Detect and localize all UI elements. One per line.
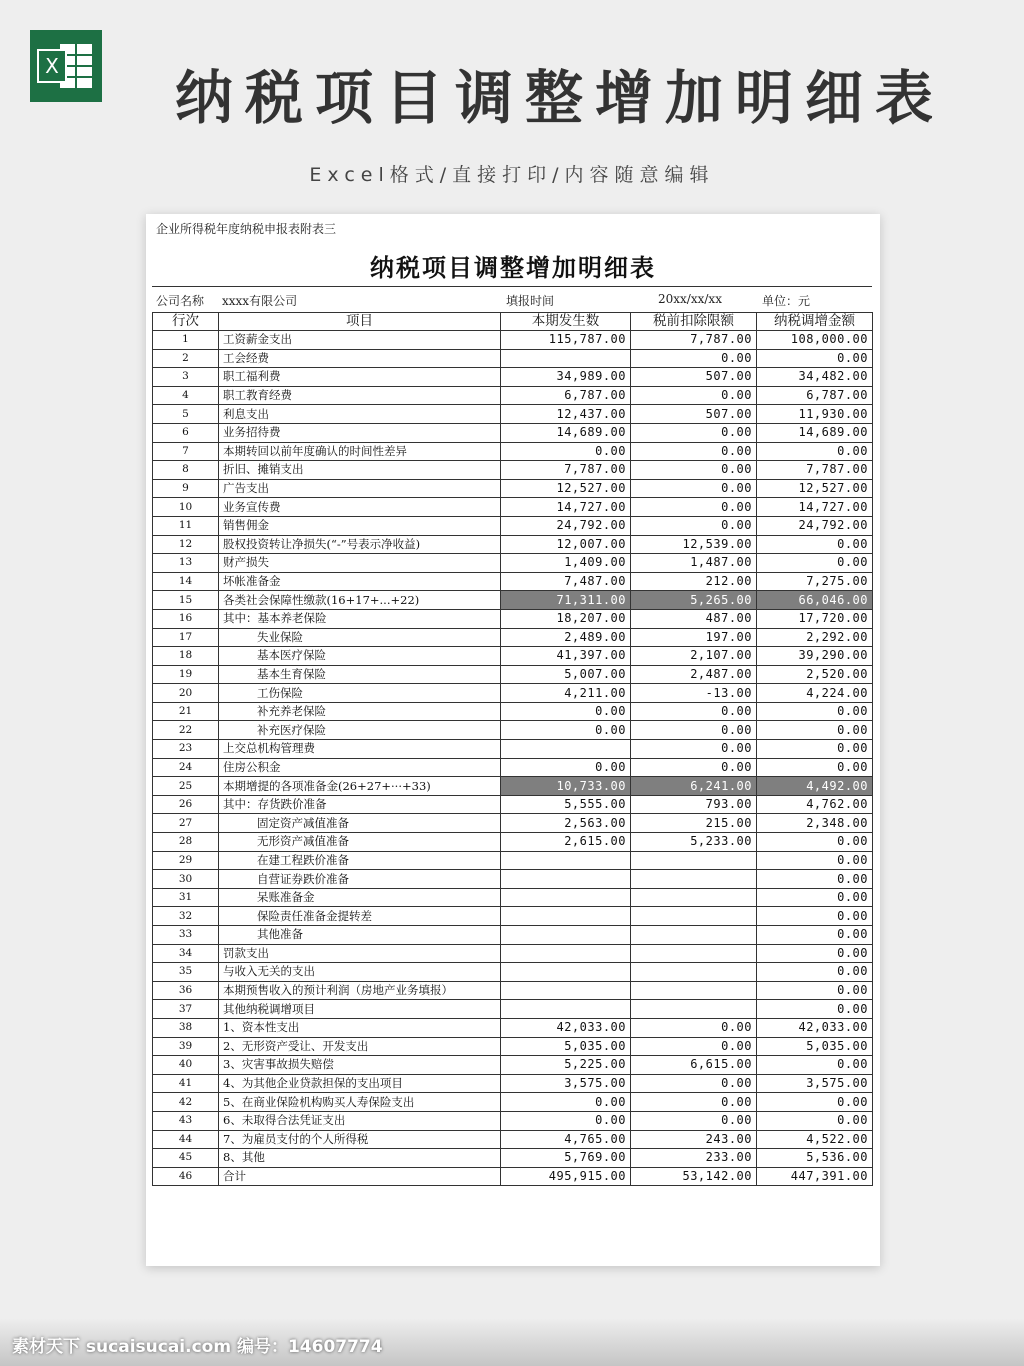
table-row bbox=[153, 1056, 873, 1075]
row-item[interactable]: 3、灾害事故损失赔偿 bbox=[219, 1056, 501, 1075]
table-row bbox=[153, 851, 873, 870]
row-number[interactable]: 15 bbox=[153, 591, 219, 610]
cell-deduction-limit[interactable]: 2,487.00 bbox=[631, 665, 757, 684]
table-row bbox=[153, 981, 873, 1000]
cell-adjust-amount[interactable]: 0.00 bbox=[757, 442, 873, 461]
cell-current-amount[interactable]: 5,555.00 bbox=[501, 795, 631, 814]
row-number[interactable]: 29 bbox=[153, 851, 219, 870]
row-item[interactable]: 无形资产减值准备 bbox=[219, 833, 501, 852]
row-number[interactable]: 12 bbox=[153, 535, 219, 554]
row-number[interactable]: 41 bbox=[153, 1074, 219, 1093]
meta-row bbox=[152, 286, 872, 311]
cell-deduction-limit[interactable]: 243.00 bbox=[631, 1130, 757, 1149]
cell-current-amount[interactable]: 4,211.00 bbox=[501, 684, 631, 703]
company-value[interactable]: xxxx有限公司 bbox=[222, 294, 298, 308]
row-item[interactable]: 本期转回以前年度确认的时间性差异 bbox=[219, 442, 501, 461]
row-number[interactable]: 38 bbox=[153, 1018, 219, 1037]
cell-adjust-amount[interactable]: 108,000.00 bbox=[757, 331, 873, 350]
cell-current-amount[interactable]: 12,007.00 bbox=[501, 535, 631, 554]
table-row bbox=[153, 1130, 873, 1149]
cell-current-amount[interactable]: 12,437.00 bbox=[501, 405, 631, 424]
table-row bbox=[153, 665, 873, 684]
cell-adjust-amount[interactable]: 0.00 bbox=[757, 1093, 873, 1112]
row-item[interactable]: 工伤保险 bbox=[219, 684, 501, 703]
tax-adjustment-table bbox=[152, 312, 873, 1186]
cell-adjust-amount[interactable]: 0.00 bbox=[757, 1000, 873, 1019]
cell-adjust-amount[interactable]: 0.00 bbox=[757, 535, 873, 554]
cell-deduction-limit[interactable]: 1,487.00 bbox=[631, 554, 757, 573]
table-row bbox=[153, 591, 873, 610]
sheet-title: 纳税项目调整增加明细表 bbox=[370, 253, 656, 282]
cell-current-amount[interactable]: 24,792.00 bbox=[501, 516, 631, 535]
cell-adjust-amount[interactable]: 17,720.00 bbox=[757, 609, 873, 628]
header-row-no: 行次 bbox=[153, 313, 219, 331]
cell-current-amount[interactable]: 495,915.00 bbox=[501, 1167, 631, 1186]
watermark bbox=[0, 1318, 1024, 1366]
cell-deduction-limit[interactable]: -13.00 bbox=[631, 684, 757, 703]
cell-current-amount[interactable]: 2,615.00 bbox=[501, 833, 631, 852]
cell-current-amount[interactable]: 41,397.00 bbox=[501, 647, 631, 666]
row-number[interactable]: 5 bbox=[153, 405, 219, 424]
row-item[interactable]: 其中：基本养老保险 bbox=[219, 609, 501, 628]
cell-adjust-amount[interactable]: 5,035.00 bbox=[757, 1037, 873, 1056]
row-item[interactable]: 基本医疗保险 bbox=[219, 647, 501, 666]
date-value[interactable]: 20xx/xx/xx bbox=[658, 292, 722, 306]
table-row bbox=[153, 926, 873, 945]
cell-current-amount[interactable]: 0.00 bbox=[501, 702, 631, 721]
table-row bbox=[153, 814, 873, 833]
table-row bbox=[153, 423, 873, 442]
row-item[interactable]: 合计 bbox=[219, 1167, 501, 1186]
cell-adjust-amount[interactable]: 2,348.00 bbox=[757, 814, 873, 833]
cell-adjust-amount[interactable]: 11,930.00 bbox=[757, 405, 873, 424]
table-row bbox=[153, 1093, 873, 1112]
table-row bbox=[153, 349, 873, 368]
cell-adjust-amount[interactable]: 39,290.00 bbox=[757, 647, 873, 666]
table-row bbox=[153, 1000, 873, 1019]
row-number[interactable]: 13 bbox=[153, 554, 219, 573]
cell-current-amount[interactable]: 12,527.00 bbox=[501, 479, 631, 498]
cell-adjust-amount[interactable]: 0.00 bbox=[757, 1056, 873, 1075]
table-row bbox=[153, 442, 873, 461]
cell-deduction-limit[interactable] bbox=[631, 888, 757, 907]
date-label: 填报时间 bbox=[506, 294, 555, 308]
row-number[interactable]: 45 bbox=[153, 1149, 219, 1168]
cell-deduction-limit[interactable]: 212.00 bbox=[631, 572, 757, 591]
table-row bbox=[153, 368, 873, 387]
cell-deduction-limit[interactable] bbox=[631, 851, 757, 870]
row-item[interactable]: 呆账准备金 bbox=[219, 888, 501, 907]
cell-adjust-amount[interactable]: 0.00 bbox=[757, 1111, 873, 1130]
row-number[interactable]: 46 bbox=[153, 1167, 219, 1186]
row-item[interactable]: 2、无形资产受让、开发支出 bbox=[219, 1037, 501, 1056]
row-item[interactable]: 5、在商业保险机构购买人寿保险支出 bbox=[219, 1093, 501, 1112]
table-row bbox=[153, 1149, 873, 1168]
row-number[interactable]: 11 bbox=[153, 516, 219, 535]
table-row bbox=[153, 944, 873, 963]
row-item[interactable]: 职工福利费 bbox=[219, 368, 501, 387]
cell-deduction-limit[interactable] bbox=[631, 944, 757, 963]
cell-current-amount[interactable]: 4,765.00 bbox=[501, 1130, 631, 1149]
cell-adjust-amount[interactable]: 14,727.00 bbox=[757, 498, 873, 517]
row-number[interactable]: 14 bbox=[153, 572, 219, 591]
cell-adjust-amount[interactable]: 66,046.00 bbox=[757, 591, 873, 610]
cell-current-amount[interactable] bbox=[501, 740, 631, 759]
row-number[interactable]: 30 bbox=[153, 870, 219, 889]
row-item[interactable]: 8、其他 bbox=[219, 1149, 501, 1168]
row-item[interactable]: 7、为雇员支付的个人所得税 bbox=[219, 1130, 501, 1149]
row-number[interactable]: 27 bbox=[153, 814, 219, 833]
cell-current-amount[interactable] bbox=[501, 888, 631, 907]
cell-deduction-limit[interactable]: 0.00 bbox=[631, 740, 757, 759]
table-header-row bbox=[153, 313, 873, 331]
row-item[interactable]: 补充医疗保险 bbox=[219, 721, 501, 740]
cell-deduction-limit[interactable]: 0.00 bbox=[631, 349, 757, 368]
row-number[interactable]: 31 bbox=[153, 888, 219, 907]
cell-current-amount[interactable]: 2,563.00 bbox=[501, 814, 631, 833]
table-row bbox=[153, 758, 873, 777]
cell-adjust-amount[interactable]: 447,391.00 bbox=[757, 1167, 873, 1186]
unit-label: 单位：元 bbox=[762, 294, 811, 308]
excel-icon bbox=[30, 30, 102, 102]
cell-current-amount[interactable]: 71,311.00 bbox=[501, 591, 631, 610]
cell-deduction-limit[interactable]: 6,615.00 bbox=[631, 1056, 757, 1075]
cell-deduction-limit[interactable]: 0.00 bbox=[631, 1074, 757, 1093]
cell-adjust-amount[interactable]: 7,787.00 bbox=[757, 461, 873, 480]
row-item[interactable]: 坏帐准备金 bbox=[219, 572, 501, 591]
row-number[interactable]: 34 bbox=[153, 944, 219, 963]
row-number[interactable]: 1 bbox=[153, 331, 219, 350]
company-label: 公司名称 bbox=[156, 294, 205, 308]
table-row bbox=[153, 331, 873, 350]
header-item: 项目 bbox=[219, 313, 501, 331]
table-row bbox=[153, 386, 873, 405]
cell-current-amount[interactable]: 18,207.00 bbox=[501, 609, 631, 628]
cell-deduction-limit[interactable]: 0.00 bbox=[631, 721, 757, 740]
cell-deduction-limit[interactable]: 7,787.00 bbox=[631, 331, 757, 350]
table-row bbox=[153, 1167, 873, 1186]
cell-current-amount[interactable]: 0.00 bbox=[501, 1093, 631, 1112]
row-item[interactable]: 自营证券跌价准备 bbox=[219, 870, 501, 889]
row-item[interactable]: 各类社会保障性缴款(16+17+...+22) bbox=[219, 591, 501, 610]
row-item[interactable]: 与收入无关的支出 bbox=[219, 963, 501, 982]
table-row bbox=[153, 647, 873, 666]
cell-current-amount[interactable] bbox=[501, 981, 631, 1000]
table-row bbox=[153, 888, 873, 907]
cell-deduction-limit[interactable]: 0.00 bbox=[631, 758, 757, 777]
cell-current-amount[interactable]: 0.00 bbox=[501, 758, 631, 777]
table-row bbox=[153, 554, 873, 573]
sheet-caption: 企业所得税年度纳税申报表附表三 bbox=[156, 222, 337, 236]
row-number[interactable]: 19 bbox=[153, 665, 219, 684]
row-item[interactable]: 本期增提的各项准备金(26+27+···+33) bbox=[219, 777, 501, 796]
cell-deduction-limit[interactable]: 0.00 bbox=[631, 461, 757, 480]
cell-adjust-amount[interactable]: 14,689.00 bbox=[757, 423, 873, 442]
cell-adjust-amount[interactable]: 0.00 bbox=[757, 740, 873, 759]
row-item[interactable]: 财产损失 bbox=[219, 554, 501, 573]
cell-deduction-limit[interactable]: 0.00 bbox=[631, 1093, 757, 1112]
cell-deduction-limit[interactable]: 507.00 bbox=[631, 368, 757, 387]
table-row bbox=[153, 498, 873, 517]
row-number[interactable]: 40 bbox=[153, 1056, 219, 1075]
header-adjust-amount: 纳税调增金额 bbox=[757, 313, 873, 331]
table-row bbox=[153, 535, 873, 554]
row-number[interactable]: 36 bbox=[153, 981, 219, 1000]
row-item[interactable]: 其中：存货跌价准备 bbox=[219, 795, 501, 814]
row-item[interactable]: 在建工程跌价准备 bbox=[219, 851, 501, 870]
cell-adjust-amount[interactable]: 12,527.00 bbox=[757, 479, 873, 498]
row-number[interactable]: 8 bbox=[153, 461, 219, 480]
row-item[interactable]: 业务招待费 bbox=[219, 423, 501, 442]
cell-deduction-limit[interactable]: 0.00 bbox=[631, 702, 757, 721]
table-row bbox=[153, 740, 873, 759]
row-number[interactable]: 32 bbox=[153, 907, 219, 926]
row-item[interactable]: 保险责任准备金提转差 bbox=[219, 907, 501, 926]
cell-deduction-limit[interactable]: 0.00 bbox=[631, 498, 757, 517]
cell-current-amount[interactable]: 0.00 bbox=[501, 721, 631, 740]
table-row bbox=[153, 721, 873, 740]
row-number[interactable]: 25 bbox=[153, 777, 219, 796]
row-number[interactable]: 42 bbox=[153, 1093, 219, 1112]
cell-deduction-limit[interactable]: 0.00 bbox=[631, 479, 757, 498]
cell-adjust-amount[interactable]: 7,275.00 bbox=[757, 572, 873, 591]
cell-current-amount[interactable]: 7,787.00 bbox=[501, 461, 631, 480]
cell-current-amount[interactable] bbox=[501, 944, 631, 963]
row-item[interactable]: 基本生育保险 bbox=[219, 665, 501, 684]
cell-current-amount[interactable]: 14,727.00 bbox=[501, 498, 631, 517]
row-number[interactable]: 20 bbox=[153, 684, 219, 703]
header-deduction-limit: 税前扣除限额 bbox=[631, 313, 757, 331]
cell-deduction-limit[interactable]: 6,241.00 bbox=[631, 777, 757, 796]
cell-adjust-amount[interactable]: 0.00 bbox=[757, 907, 873, 926]
table-row bbox=[153, 1018, 873, 1037]
cell-deduction-limit[interactable]: 53,142.00 bbox=[631, 1167, 757, 1186]
cell-deduction-limit[interactable] bbox=[631, 907, 757, 926]
cell-adjust-amount[interactable]: 4,522.00 bbox=[757, 1130, 873, 1149]
cell-deduction-limit[interactable]: 5,265.00 bbox=[631, 591, 757, 610]
row-item[interactable]: 罚款支出 bbox=[219, 944, 501, 963]
cell-adjust-amount[interactable]: 6,787.00 bbox=[757, 386, 873, 405]
svg-text:X: X bbox=[45, 54, 59, 78]
cell-deduction-limit[interactable]: 507.00 bbox=[631, 405, 757, 424]
cell-deduction-limit[interactable]: 12,539.00 bbox=[631, 535, 757, 554]
cell-current-amount[interactable] bbox=[501, 926, 631, 945]
cell-current-amount[interactable]: 3,575.00 bbox=[501, 1074, 631, 1093]
table-row bbox=[153, 963, 873, 982]
row-item[interactable]: 其他纳税调增项目 bbox=[219, 1000, 501, 1019]
row-number[interactable]: 18 bbox=[153, 647, 219, 666]
table-row bbox=[153, 628, 873, 647]
cell-deduction-limit[interactable]: 0.00 bbox=[631, 442, 757, 461]
row-item[interactable]: 固定资产减值准备 bbox=[219, 814, 501, 833]
cell-current-amount[interactable] bbox=[501, 870, 631, 889]
cell-current-amount[interactable]: 34,989.00 bbox=[501, 368, 631, 387]
table-row bbox=[153, 870, 873, 889]
row-number[interactable]: 23 bbox=[153, 740, 219, 759]
row-item[interactable]: 利息支出 bbox=[219, 405, 501, 424]
row-number[interactable]: 7 bbox=[153, 442, 219, 461]
cell-current-amount[interactable] bbox=[501, 851, 631, 870]
cell-adjust-amount[interactable]: 0.00 bbox=[757, 833, 873, 852]
row-number[interactable]: 3 bbox=[153, 368, 219, 387]
cell-current-amount[interactable]: 5,769.00 bbox=[501, 1149, 631, 1168]
cell-deduction-limit[interactable]: 0.00 bbox=[631, 1111, 757, 1130]
row-number[interactable]: 22 bbox=[153, 721, 219, 740]
cell-current-amount[interactable]: 42,033.00 bbox=[501, 1018, 631, 1037]
cell-deduction-limit[interactable]: 2,107.00 bbox=[631, 647, 757, 666]
cell-deduction-limit[interactable]: 0.00 bbox=[631, 386, 757, 405]
cell-current-amount[interactable]: 5,035.00 bbox=[501, 1037, 631, 1056]
row-item[interactable]: 销售佣金 bbox=[219, 516, 501, 535]
row-number[interactable]: 39 bbox=[153, 1037, 219, 1056]
row-item[interactable]: 补充养老保险 bbox=[219, 702, 501, 721]
row-item[interactable]: 折旧、摊销支出 bbox=[219, 461, 501, 480]
row-number[interactable]: 16 bbox=[153, 609, 219, 628]
cell-current-amount[interactable] bbox=[501, 907, 631, 926]
table-row bbox=[153, 609, 873, 628]
row-number[interactable]: 6 bbox=[153, 423, 219, 442]
cell-adjust-amount[interactable]: 34,482.00 bbox=[757, 368, 873, 387]
cell-adjust-amount[interactable]: 0.00 bbox=[757, 963, 873, 982]
row-item[interactable]: 广告支出 bbox=[219, 479, 501, 498]
page-title: 纳税项目调整增加明细表 bbox=[174, 64, 945, 132]
row-number[interactable]: 37 bbox=[153, 1000, 219, 1019]
table-row bbox=[153, 907, 873, 926]
row-item[interactable]: 股权投资转让净损失(“-”号表示净收益) bbox=[219, 535, 501, 554]
table-row bbox=[153, 461, 873, 480]
row-number[interactable]: 28 bbox=[153, 833, 219, 852]
row-number[interactable]: 43 bbox=[153, 1111, 219, 1130]
cell-current-amount[interactable]: 5,225.00 bbox=[501, 1056, 631, 1075]
cell-current-amount[interactable]: 6,787.00 bbox=[501, 386, 631, 405]
cell-current-amount[interactable]: 5,007.00 bbox=[501, 665, 631, 684]
row-item[interactable]: 6、未取得合法凭证支出 bbox=[219, 1111, 501, 1130]
cell-adjust-amount[interactable]: 4,492.00 bbox=[757, 777, 873, 796]
cell-current-amount[interactable]: 0.00 bbox=[501, 442, 631, 461]
row-number[interactable]: 26 bbox=[153, 795, 219, 814]
cell-current-amount[interactable]: 7,487.00 bbox=[501, 572, 631, 591]
table-row bbox=[153, 702, 873, 721]
cell-adjust-amount[interactable]: 3,575.00 bbox=[757, 1074, 873, 1093]
cell-deduction-limit[interactable] bbox=[631, 926, 757, 945]
cell-adjust-amount[interactable]: 0.00 bbox=[757, 851, 873, 870]
table-row bbox=[153, 405, 873, 424]
row-item[interactable]: 职工教育经费 bbox=[219, 386, 501, 405]
cell-deduction-limit[interactable]: 0.00 bbox=[631, 1018, 757, 1037]
cell-adjust-amount[interactable]: 0.00 bbox=[757, 554, 873, 573]
cell-deduction-limit[interactable]: 793.00 bbox=[631, 795, 757, 814]
cell-deduction-limit[interactable]: 487.00 bbox=[631, 609, 757, 628]
row-number[interactable]: 33 bbox=[153, 926, 219, 945]
row-item[interactable]: 上交总机构管理费 bbox=[219, 740, 501, 759]
cell-deduction-limit[interactable]: 0.00 bbox=[631, 423, 757, 442]
row-number[interactable]: 2 bbox=[153, 349, 219, 368]
cell-current-amount[interactable]: 2,489.00 bbox=[501, 628, 631, 647]
cell-adjust-amount[interactable]: 24,792.00 bbox=[757, 516, 873, 535]
cell-adjust-amount[interactable]: 0.00 bbox=[757, 721, 873, 740]
table-row bbox=[153, 572, 873, 591]
cell-current-amount[interactable] bbox=[501, 349, 631, 368]
row-item[interactable]: 业务宣传费 bbox=[219, 498, 501, 517]
table-row bbox=[153, 833, 873, 852]
cell-adjust-amount[interactable]: 0.00 bbox=[757, 349, 873, 368]
row-number[interactable]: 35 bbox=[153, 963, 219, 982]
spreadsheet-sheet bbox=[146, 214, 880, 1266]
table-row bbox=[153, 479, 873, 498]
cell-current-amount[interactable]: 0.00 bbox=[501, 1111, 631, 1130]
page-subtitle: Excel格式/直接打印/内容随意编辑 bbox=[309, 164, 715, 186]
cell-adjust-amount[interactable]: 42,033.00 bbox=[757, 1018, 873, 1037]
row-number[interactable]: 10 bbox=[153, 498, 219, 517]
row-item[interactable]: 1、资本性支出 bbox=[219, 1018, 501, 1037]
cell-current-amount[interactable]: 10,733.00 bbox=[501, 777, 631, 796]
table-row bbox=[153, 1111, 873, 1130]
watermark-text: 素材天下 sucaisucai.com 编号：14607774 bbox=[12, 1337, 383, 1357]
cell-deduction-limit[interactable]: 5,233.00 bbox=[631, 833, 757, 852]
row-item[interactable]: 住房公积金 bbox=[219, 758, 501, 777]
table-row bbox=[153, 516, 873, 535]
header-current-amount: 本期发生数 bbox=[501, 313, 631, 331]
row-number[interactable]: 9 bbox=[153, 479, 219, 498]
row-number[interactable]: 17 bbox=[153, 628, 219, 647]
cell-adjust-amount[interactable]: 5,536.00 bbox=[757, 1149, 873, 1168]
cell-deduction-limit[interactable]: 233.00 bbox=[631, 1149, 757, 1168]
cell-adjust-amount[interactable]: 0.00 bbox=[757, 888, 873, 907]
row-number[interactable]: 21 bbox=[153, 702, 219, 721]
table-row bbox=[153, 777, 873, 796]
table-row bbox=[153, 795, 873, 814]
cell-adjust-amount[interactable]: 2,520.00 bbox=[757, 665, 873, 684]
row-number[interactable]: 4 bbox=[153, 386, 219, 405]
cell-deduction-limit[interactable]: 215.00 bbox=[631, 814, 757, 833]
row-number[interactable]: 44 bbox=[153, 1130, 219, 1149]
cell-current-amount[interactable]: 115,787.00 bbox=[501, 331, 631, 350]
cell-current-amount[interactable]: 1,409.00 bbox=[501, 554, 631, 573]
row-item[interactable]: 本期预售收入的预计利润（房地产业务填报） bbox=[219, 981, 501, 1000]
cell-deduction-limit[interactable] bbox=[631, 1000, 757, 1019]
row-item[interactable]: 4、为其他企业贷款担保的支出项目 bbox=[219, 1074, 501, 1093]
cell-current-amount[interactable] bbox=[501, 963, 631, 982]
cell-adjust-amount[interactable]: 0.00 bbox=[757, 944, 873, 963]
row-number[interactable]: 24 bbox=[153, 758, 219, 777]
row-item[interactable]: 工会经费 bbox=[219, 349, 501, 368]
table-row bbox=[153, 684, 873, 703]
cell-deduction-limit[interactable] bbox=[631, 963, 757, 982]
cell-current-amount[interactable]: 14,689.00 bbox=[501, 423, 631, 442]
cell-deduction-limit[interactable] bbox=[631, 981, 757, 1000]
cell-adjust-amount[interactable]: 0.00 bbox=[757, 981, 873, 1000]
cell-deduction-limit[interactable]: 0.00 bbox=[631, 1037, 757, 1056]
cell-deduction-limit[interactable] bbox=[631, 870, 757, 889]
table-row bbox=[153, 1074, 873, 1093]
cell-adjust-amount[interactable]: 4,224.00 bbox=[757, 684, 873, 703]
cell-deduction-limit[interactable]: 0.00 bbox=[631, 516, 757, 535]
cell-adjust-amount[interactable]: 0.00 bbox=[757, 926, 873, 945]
cell-adjust-amount[interactable]: 0.00 bbox=[757, 870, 873, 889]
cell-adjust-amount[interactable]: 4,762.00 bbox=[757, 795, 873, 814]
cell-adjust-amount[interactable]: 0.00 bbox=[757, 702, 873, 721]
table-row bbox=[153, 1037, 873, 1056]
cell-adjust-amount[interactable]: 0.00 bbox=[757, 758, 873, 777]
row-item[interactable]: 失业保险 bbox=[219, 628, 501, 647]
row-item[interactable]: 工资薪金支出 bbox=[219, 331, 501, 350]
cell-adjust-amount[interactable]: 2,292.00 bbox=[757, 628, 873, 647]
cell-current-amount[interactable] bbox=[501, 1000, 631, 1019]
cell-deduction-limit[interactable]: 197.00 bbox=[631, 628, 757, 647]
row-item[interactable]: 其他准备 bbox=[219, 926, 501, 945]
